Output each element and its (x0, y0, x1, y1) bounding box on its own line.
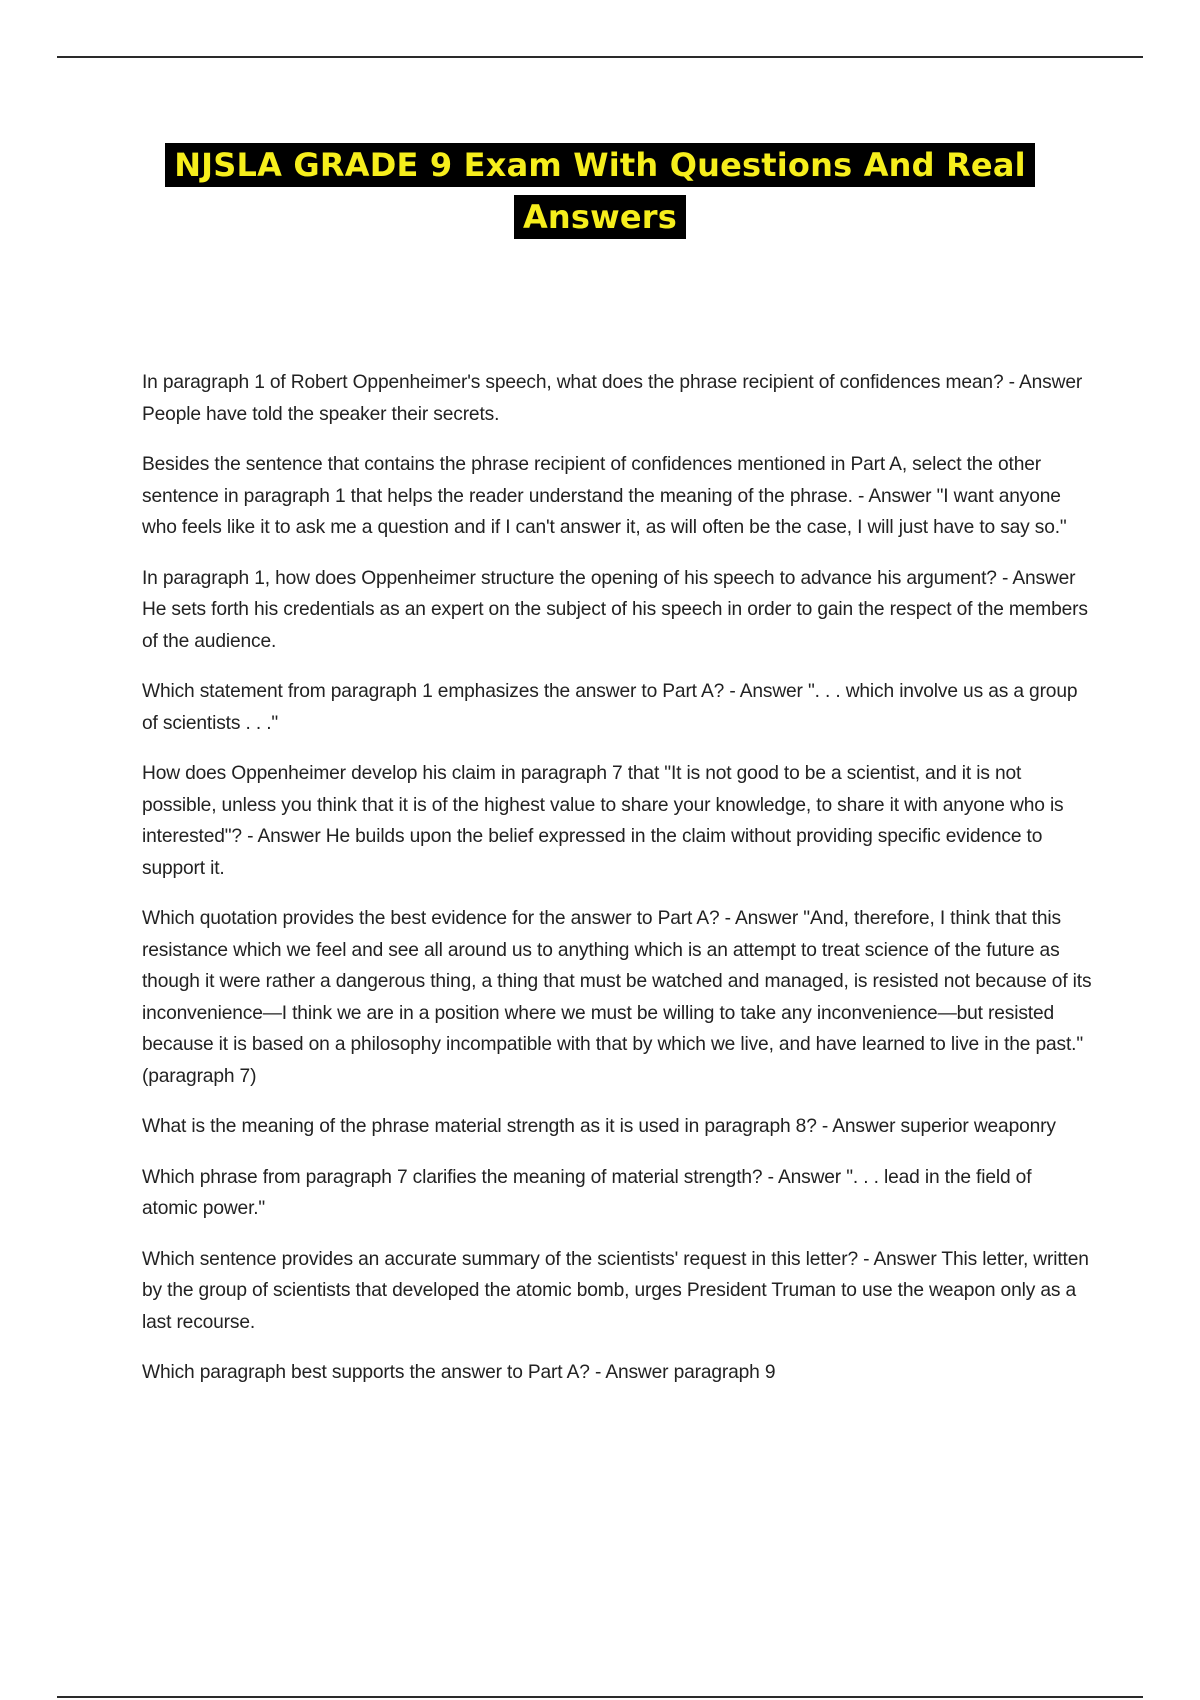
top-divider (57, 56, 1143, 58)
qa-item-4: Which statement from paragraph 1 emphasizes the answer to Part A? - Answer ". . . which involve us as a group of scientists . . ." (142, 681, 1078, 734)
qa-item-2: Besides the sentence that contains the phrase recipient of confidences mentioned in Part A, select the other sentence in paragraph 1 that helps the reader understand the meaning of the phrase. - Answer "I want anyone who feels like it to ask me a question and if I can't answer it, as will often be the case, I will just have to say so." (142, 454, 1067, 538)
qa-item-1: In paragraph 1 of Robert Oppenheimer's speech, what does the phrase recipient of confidences mean? - Answer People have told the speaker their secrets. (142, 372, 1083, 425)
bottom-divider (57, 1696, 1143, 1698)
question-answer-list (142, 367, 1092, 1408)
document-title (0, 143, 1200, 239)
qa-item-8: Which phrase from paragraph 7 clarifies the meaning of material strength? - Answer ". . . lead in the field of atomic power." (142, 1166, 1032, 1219)
qa-item-5: How does Oppenheimer develop his claim in paragraph 7 that "It is not good to be a scientist, and it is not possible, unless you think that it is of the highest value to share your knowledge, to share it with anyone who is interested"? - Answer He builds upon the belief expressed in the claim without providing specific evidence to support it. (142, 763, 1064, 879)
qa-item-10: Which paragraph best supports the answer to Part A? - Answer paragraph 9 (142, 1362, 776, 1383)
qa-item-7: What is the meaning of the phrase material strength as it is used in paragraph 8? - Answer superior weaponry (142, 1116, 1056, 1137)
qa-item-3: In paragraph 1, how does Oppenheimer structure the opening of his speech to advance his argument? - Answer He sets forth his credentials as an expert on the subject of his speech in order to gain the respect of the members of the audience. (142, 567, 1088, 652)
title-line-2: Answers (514, 195, 686, 239)
qa-item-6: Which quotation provides the best evidence for the answer to Part A? - Answer "And, therefore, I think that this resistance which we feel and see all around us to anything which is an attempt to treat science of the future as though it were rather a dangerous thing, a thing that must be watched and managed, is resisted not because of its inconvenience—I think we are in a position where we must be willing to take any inconvenience—but resisted because it is based on a philosophy incompatible with that by which we live, and have learned to live in the past." (paragraph 7) (142, 908, 1092, 1087)
qa-item-9: Which sentence provides an accurate summary of the scientists' request in this letter? - Answer This letter, written by the group of scientists that developed the atomic bomb, urges President Truman to use the weapon only as a last recourse. (142, 1248, 1089, 1333)
title-line-1: NJSLA GRADE 9 Exam With Questions And Real (165, 143, 1035, 187)
